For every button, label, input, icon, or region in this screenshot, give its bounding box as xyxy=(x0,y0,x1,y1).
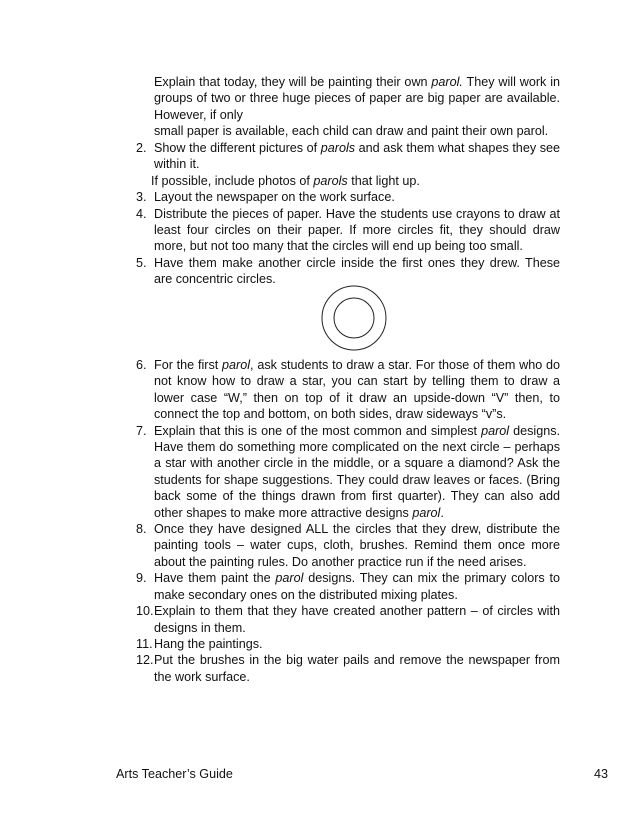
item-text: Put the brushes in the big water pails and remove the newspaper from the work surface. xyxy=(154,653,560,684)
intro-paragraph xyxy=(154,74,560,140)
list-item-7 xyxy=(136,423,560,521)
list-item-11 xyxy=(136,636,560,652)
item-number: 10. xyxy=(136,604,154,619)
item-number: 9. xyxy=(136,571,147,586)
concentric-circles-figure xyxy=(320,284,388,352)
item-text xyxy=(154,570,560,603)
item-text: Layout the newspaper on the work surface. xyxy=(154,190,395,205)
steps-list-bottom xyxy=(136,357,560,685)
note-emphasis: parols xyxy=(313,173,348,188)
list-item-3 xyxy=(136,189,560,205)
item-note xyxy=(151,173,560,189)
item-number: 4. xyxy=(136,206,147,221)
list-item-2-note xyxy=(136,173,560,189)
list-item-5 xyxy=(136,255,560,288)
list-item-2 xyxy=(136,140,560,173)
item-text: Have them make another circle inside the first ones they drew. These are concentric circles. xyxy=(154,255,560,287)
item-text-a: Show the different pictures of xyxy=(154,141,321,155)
note-text-b: that light up. xyxy=(347,173,420,188)
list-item-6 xyxy=(136,357,560,423)
item-text-b: designs. They can mix the primary colors to make secondary ones on the distributed mixing plates. xyxy=(154,571,560,602)
note-text-a: If possible, include photos of xyxy=(151,173,314,188)
list-item-4 xyxy=(136,206,560,255)
item-text-b: and ask them what shapes they see within it. xyxy=(154,141,560,172)
inner-circle xyxy=(334,298,374,338)
intro-text-a: Explain that today, they will be painting their own xyxy=(154,75,432,89)
list-item-12 xyxy=(136,652,560,685)
item-text: Once they have designed ALL the circles that they drew, distribute the painting tools – water cups, cloth, brushes. Remind them once more about the painting rules. Do another practice run if the need arises. xyxy=(154,522,560,569)
item-number: 2. xyxy=(136,141,147,155)
footer-title: Arts Teacher’s Guide xyxy=(116,767,233,781)
item-number: 7. xyxy=(136,423,147,438)
item-text xyxy=(154,357,560,423)
item-emphasis: parol xyxy=(481,423,510,438)
item-number: 8. xyxy=(136,522,147,537)
item-text xyxy=(154,140,560,173)
item-number: 5. xyxy=(136,255,147,270)
intro-text-b: They will work in groups of two or three huge pieces of paper are big paper are available. However, if only xyxy=(154,75,560,122)
item-emphasis: parol xyxy=(275,571,304,586)
item-number: 12. xyxy=(136,653,154,668)
intro-emphasis: parol. xyxy=(431,75,463,89)
item-text-a: Have them paint the xyxy=(154,571,276,586)
item-text: Distribute the pieces of paper. Have the students use crayons to draw at least four circles on their paper. If more circles fit, they should draw more, but not too many that the circles will end up being too small. xyxy=(154,206,560,254)
intro-line-2: small paper is available, each child can draw and paint their own parol. xyxy=(154,124,549,139)
item-emphasis: parol xyxy=(222,358,251,372)
steps-list-top xyxy=(136,140,560,288)
item-emphasis: parols xyxy=(320,141,356,155)
item-text xyxy=(154,423,560,521)
list-item-10 xyxy=(136,603,560,636)
item-text-a: Explain that this is one of the most common and simplest xyxy=(154,423,482,438)
item-text: Explain to them that they have created another pattern – of circles with designs in them. xyxy=(154,604,560,635)
item-number: 6. xyxy=(136,358,147,372)
item-number: 3. xyxy=(136,190,147,205)
item-text-a: For the first xyxy=(154,358,223,372)
list-item-9 xyxy=(136,570,560,603)
item-text-b: designs. Have them do something more complicated on the next circle – perhaps a star with another circle in the middle, or a square a diamond? Ask the students for shape suggestions. They could draw leaves or faces. (Bring back some of the things drawn from first quarter). They can also add other shapes to make more attractive designs xyxy=(154,423,561,520)
item-text: Hang the paintings. xyxy=(154,636,263,651)
item-text-b: , ask students to draw a star. For those of them who do not know how to draw a star, you can start by telling them to draw a lower case “W,” then on top of it draw an upside-down “V” then, to connect the top and bottom, on both sides, draw sideways “v”s. xyxy=(154,358,561,422)
item-text-c: . xyxy=(440,505,444,520)
outer-circle xyxy=(322,286,386,350)
item-number: 11. xyxy=(136,636,153,651)
page-number: 43 xyxy=(593,767,608,781)
item-emphasis-2: parol xyxy=(412,505,441,520)
list-item-8 xyxy=(136,521,560,570)
intro-text xyxy=(154,74,560,123)
